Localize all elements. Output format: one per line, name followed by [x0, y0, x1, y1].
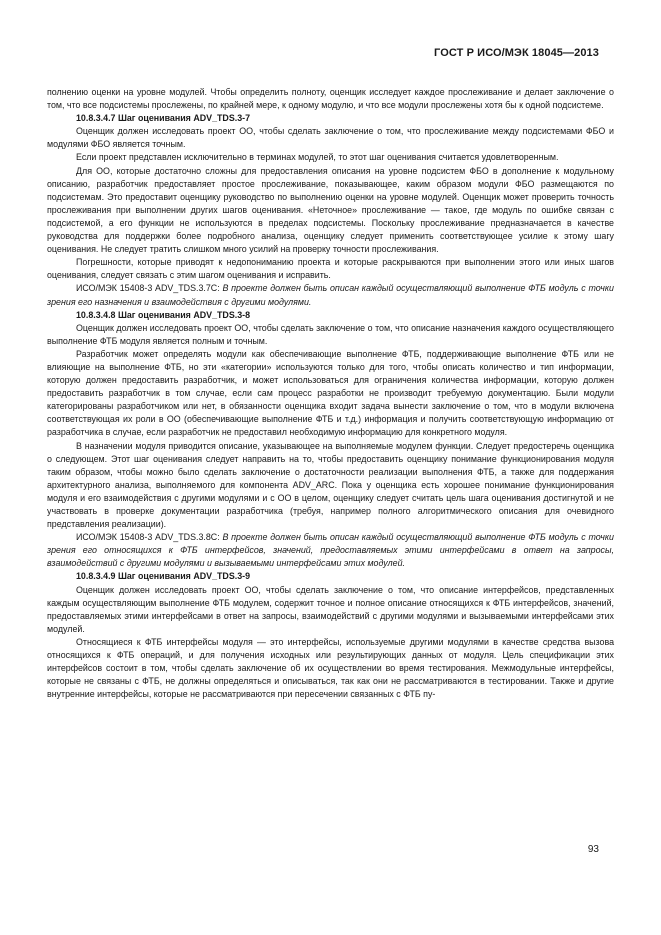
body-paragraph: Если проект представлен исключительно в терминах модулей, то этот шаг оценивания считается удовлетворенным. [76, 152, 559, 163]
body-paragraph: Относящиеся к ФТБ интерфейсы модуля — это интерфейсы, используемые другими модулями в качестве средства вызова относящихся к ФТБ операций, и для получения исходных или результирующих данных от модуля. Цель спецификации этих интерфейсов состоит в том, чтобы сделать заключение об их осуществлении во время тестирования. Межмодульные интерфейсы, которые не связаны с ФТБ, не должны определяться и описываться, так как они не рассматриваются в тестировании. Также и другие внутренние интерфейсы, которые не рассматриваются при пересечении связанных с ФТБ пу- [47, 636, 614, 700]
body-paragraph: Разработчик может определять модули как обеспечивающие выполнение ФТБ, поддерживающие выполнение ФТБ или не влияющие на выполнение ФТБ, но эти «категории» используются только для того, чтобы описать количество и тип информации, которую должен предоставить разработчик, и может использоваться для ограничения количества информации, которую должен предоставить разработчик в том случае, если сам процесс разработки не производит требуемую документацию. Были модули категорированы разработчиком или нет, в обязанности оценщика входит задача вынести заключение о том, что в модули включена соответствующая их роли в ОО (обеспечивающие выполнение ФТБ и т.д.) информация и получить соответствующую информацию от разработчика в случае, если разработчик не предоставил необходимую информацию для конкретного модуля. [47, 348, 614, 438]
requirement-text: В проекте должен быть описан каждый осуществляющий выполнение ФТБ модуль с точки зрения его назначения и взаимодействия с другими модулями. [47, 283, 614, 307]
requirement-text: В проекте должен быть описан каждый осуществляющий выполнение ФТБ модуль с точки зрения его относящихся к ФТБ интерфейсов, значений, предоставляемых этими интерфейсами в ответ на запросы, взаимодействий с другими модулями и вызываемыми интерфейсами этих модулей. [47, 532, 614, 569]
body-paragraph: Оценщик должен исследовать проект ОО, чтобы сделать заключение о том, что прослеживание между подсистемами ФБО и модулями ФБО является точным. [47, 126, 614, 150]
body-paragraph: Для ОО, которые достаточно сложны для предоставления описания на уровне подсистем ФБО в дополнение к модульному описанию, разработчик предоставляет простое прослеживание, показывающее, каким образом модули ФБО размещаются по подсистемам. Это предоставит оценщику руководство по выполнению оценки на уровне модулей. Оценщик может проверить точность прослеживания при выполнении других шагов оценивания. «Неточное» прослеживание — такое, где модуль по ошибке связан с подсистемой, а его функции не используются в пределах подсистемы. Поскольку прослеживание предназначается в качестве руководства для поддержки более подробного анализа, оценщику следует применить соответствующее усилие к этому шагу оценивания. Не следует тратить слишком много усилий на проверку точности прослеживания. [47, 165, 614, 255]
section-heading: 10.8.3.4.7 Шаг оценивания ADV_TDS.3-7 [76, 113, 251, 124]
body-paragraph: Оценщик должен исследовать проект ОО, чтобы сделать заключение о том, что описание назначения каждого осуществляющего выполнение ФТБ модуля является полным и точным. [47, 322, 614, 346]
document-body [47, 86, 614, 701]
requirement-reference: ИСО/МЭК 15408-3 ADV_TDS.3.7С: [76, 283, 223, 294]
section-heading: 10.8.3.4.8 Шаг оценивания ADV_TDS.3-8 [76, 309, 251, 320]
body-paragraph: В назначении модуля приводится описание, указывающее на выполняемые модулем функции. Следует предостеречь оценщика о следующем. Этот шаг оценивания следует направить на то, чтобы предоставить оценщику понимание функционирования модуля таким образом, чтобы можно было сделать заключение о достаточности реализации выполнения ФТБ, а также для поддержания архитектурного анализа, выполняемого для компонента ADV_ARC. Пока у оценщика есть хорошее понимание функционирования модуля и его взаимодействия с другими модулями и с ОО в целом, оценщику следует считать цель шага оценивания достигнутой и не участвовать в проверке документации разработчика (требуя, например полного алгоритмического описания для очевидного представления реализации). [47, 440, 614, 530]
page-number: 93 [587, 844, 599, 855]
requirement-reference: ИСО/МЭК 15408-3 ADV_TDS.3.8С: [76, 532, 223, 543]
requirement-paragraph [47, 531, 614, 570]
body-paragraph: Оценщик должен исследовать проект ОО, чтобы сделать заключение о том, что описание интерфейсов, представленных каждым осуществляющим выполнение ФТБ модулем, содержит точное и полное описание относящихся к ФТБ интерфейсов, значений, предоставляемых этими интерфейсами в ответ на запросы, взаимодействий с другими модулями и вызываемыми интерфейсами этих модулей. [47, 584, 614, 634]
requirement-paragraph [47, 282, 614, 308]
section-heading: 10.8.3.4.9 Шаг оценивания ADV_TDS.3-9 [76, 571, 251, 582]
body-paragraph: Погрешности, которые приводят к недопониманию проекта и которые раскрываются при выполнении этого или иных шагов оценивания, следует связать с этим шагом оценивания и исправить. [47, 257, 614, 281]
page-header-standard: ГОСТ Р ИСО/МЭК 18045—2013 [434, 47, 599, 59]
body-paragraph: полнению оценки на уровне модулей. Чтобы определить полноту, оценщик исследует каждое прослеживание и делает заключение о том, что все подсистемы прослежены, по крайней мере, к одному модулю, и что все модули прослежены хотя бы к одной подсистеме. [47, 87, 614, 111]
